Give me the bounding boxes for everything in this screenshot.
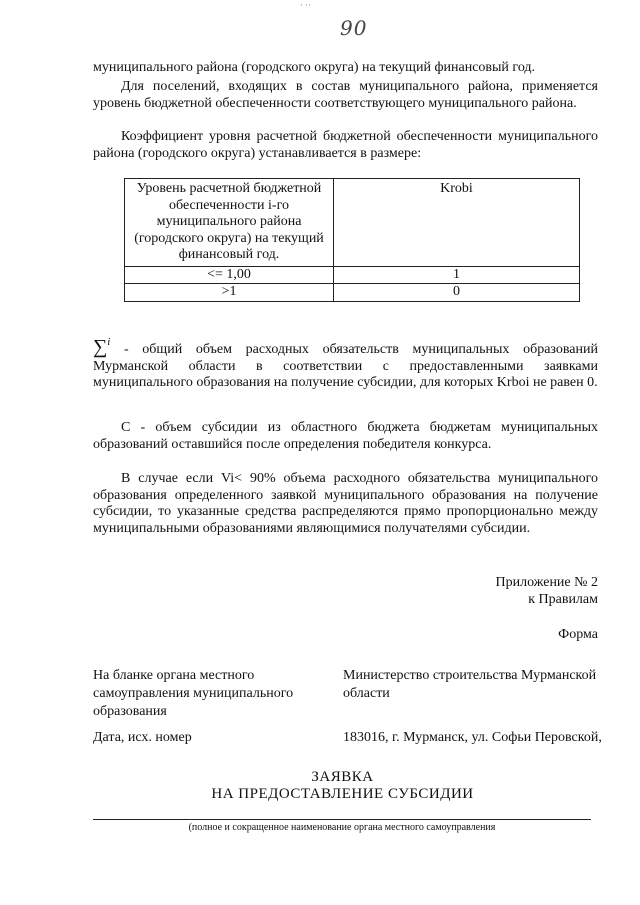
table-row xyxy=(125,266,580,284)
table-header-krobi: Krobi xyxy=(334,179,580,267)
fill-in-caption: (полное и сокращенное наименование органа местного самоуправления xyxy=(188,822,496,833)
recipient-address: 183016, г. Мурманск, ул. Софьи Перовской, xyxy=(343,730,602,745)
table-cell-value: 0 xyxy=(334,284,580,302)
fill-in-line xyxy=(93,819,591,820)
appendix-line-1: Приложение № 2 xyxy=(495,575,598,590)
sigma-symbol: ∑ xyxy=(93,336,108,358)
recipient-ministry: Министерство строительства Мурманской области xyxy=(343,668,597,701)
page-number: 90 xyxy=(340,16,368,40)
appendix-line-2: к Правилам xyxy=(528,592,598,607)
paragraph-4-text: - общий объем расходных обязательств муниципальных образований Мурманской области в соответствии с предоставленными заявками муниципального образования на получение субсидии, для которых Krboi не равен 0. xyxy=(93,342,598,390)
table-cell-level: >1 xyxy=(125,284,334,302)
letterhead-note: На бланке органа местного самоуправления муниципального образования xyxy=(93,668,294,719)
sigma-index: i xyxy=(107,336,111,348)
table-cell-value: 1 xyxy=(334,266,580,284)
scan-mark: · ·· xyxy=(300,0,312,10)
table-cell-level: <= 1,00 xyxy=(125,266,334,284)
paragraph-5: С - объем субсидии из областного бюджета бюджетам муниципальных образований оставшийся после определения победителя конкурса. xyxy=(93,420,598,452)
application-title: ЗАЯВКА xyxy=(311,769,374,785)
table-header-row xyxy=(125,179,580,267)
form-label: Форма xyxy=(558,627,598,642)
paragraph-1: муниципального района (городского округа) на текущий финансовый год. xyxy=(93,60,536,75)
paragraph-2: Для поселений, входящих в состав муниципального района, применяется уровень бюджетной обеспеченности соответствующего муниципального района. xyxy=(93,79,598,111)
table-header-level: Уровень расчетной бюджетной обеспеченности i-го муниципального района (городского округа) на текущий финансовый год. xyxy=(125,179,334,267)
table-row xyxy=(125,284,580,302)
paragraph-3: Коэффициент уровня расчетной бюджетной обеспеченности муниципального района (городского округа) устанавливается в размере: xyxy=(93,129,598,161)
paragraph-4 xyxy=(93,334,598,392)
paragraph-6: В случае если Vi< 90% объема расходного обязательства муниципального образования определенного заявкой муниципального образования на получение субсидии, то указанные средства распределяются прямо пропорционально между муниципальными образованиями являющимися получателями субсидии. xyxy=(93,471,598,536)
date-number-label: Дата, исх. номер xyxy=(93,730,192,745)
application-subtitle: НА ПРЕДОСТАВЛЕНИЕ СУБСИДИИ xyxy=(211,786,474,802)
coefficient-table xyxy=(124,178,580,302)
